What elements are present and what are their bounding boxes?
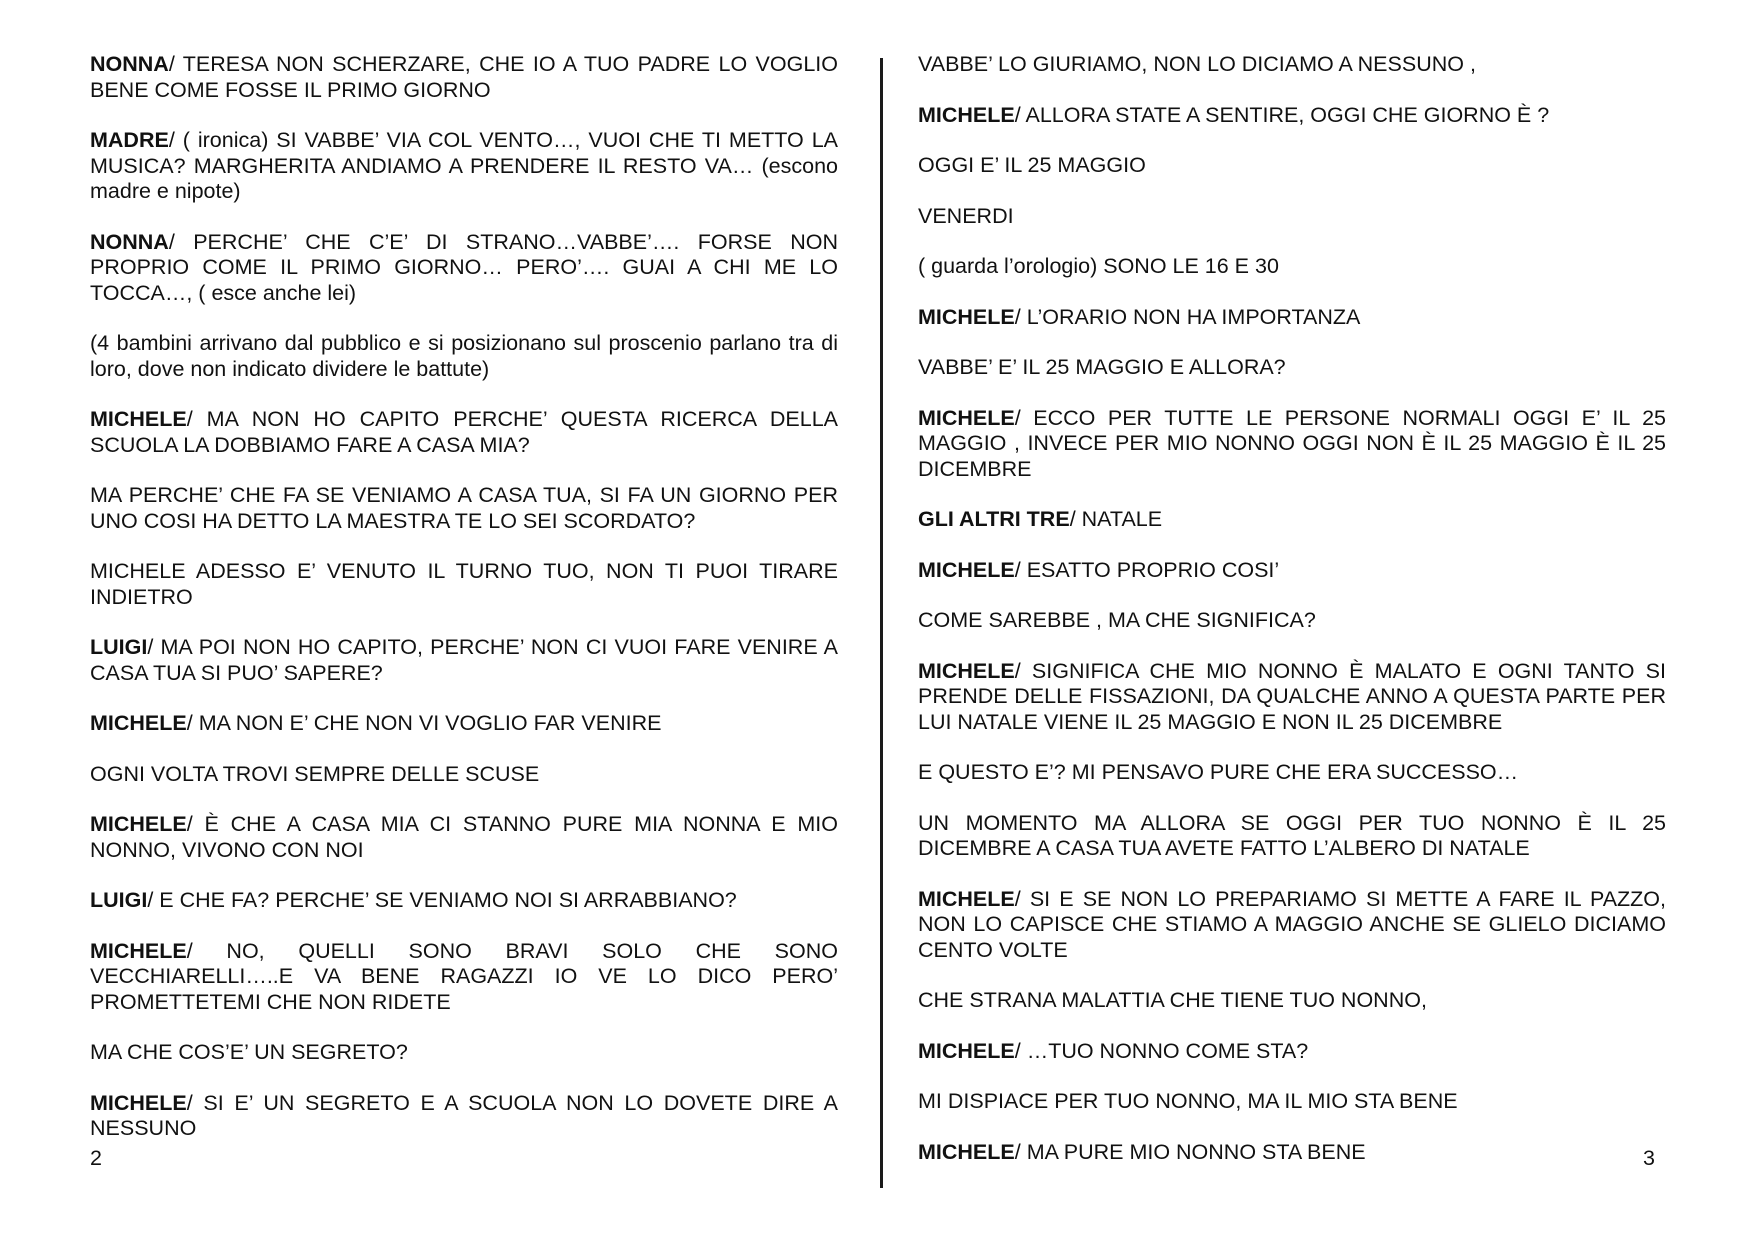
script-paragraph — [90, 1040, 838, 1066]
dialogue-text: (4 bambini arrivano dal pubblico e si posizionano sul proscenio parlano tra di loro, dove non indicato dividere le battute) — [90, 331, 838, 381]
script-paragraph — [90, 331, 838, 382]
speaker-name: MADRE — [90, 128, 169, 152]
speaker-name: MICHELE — [90, 812, 187, 836]
dialogue-text: COME SAREBBE , MA CHE SIGNIFICA? — [918, 608, 1316, 632]
dialogue-text: / PERCHE’ CHE C’E’ DI STRANO…VABBE’…. FORSE NON PROPRIO COME IL PRIMO GIORNO… PERO’…. GUAI A CHI ME LO TOCCA…, ( esce anche lei) — [90, 229, 838, 305]
speaker-name: NONNA — [90, 52, 169, 76]
script-paragraph — [90, 635, 838, 686]
dialogue-text: OGNI VOLTA TROVI SEMPRE DELLE SCUSE — [90, 761, 540, 786]
speaker-name: LUIGI — [90, 888, 148, 912]
script-paragraph — [918, 608, 1666, 634]
script-paragraph — [90, 812, 838, 863]
script-paragraph — [90, 711, 838, 737]
speaker-name: MICHELE — [918, 557, 1015, 582]
speaker-name: MICHELE — [90, 1090, 187, 1115]
script-paragraph — [90, 128, 838, 205]
speaker-name: MICHELE — [90, 711, 187, 735]
script-paragraph — [918, 254, 1666, 280]
dialogue-text: / NATALE — [1069, 507, 1163, 531]
speaker-name: MICHELE — [918, 1139, 1015, 1164]
script-paragraph — [918, 204, 1666, 230]
script-paragraph — [90, 483, 838, 534]
script-paragraph — [918, 406, 1666, 483]
dialogue-text: / È CHE A CASA MIA CI STANNO PURE MIA NONNA E MIO NONNO, VIVONO CON NOI — [90, 812, 838, 862]
script-paragraph — [918, 1140, 1666, 1166]
script-paragraph — [918, 988, 1666, 1014]
script-paragraph — [90, 939, 838, 1016]
speaker-name: MICHELE — [90, 938, 187, 963]
script-paragraph — [90, 762, 838, 788]
page-number-right: 3 — [1643, 1146, 1655, 1170]
page-divider — [880, 58, 883, 1188]
dialogue-text: / MA NON HO CAPITO PERCHE’ QUESTA RICERCA DELLA SCUOLA LA DOBBIAMO FARE A CASA MIA? — [90, 407, 838, 457]
script-paragraph — [90, 52, 838, 103]
dialogue-text: / SI E SE NON LO PREPARIAMO SI METTE A FARE IL PAZZO, NON LO CAPISCE CHE STIAMO A MAGGIO ANCHE SE GLIELO DICIAMO CENTO VOLTE — [918, 886, 1666, 962]
speaker-name: LUIGI — [90, 635, 148, 659]
dialogue-text: ( guarda l’orologio) SONO LE 16 E 30 — [918, 254, 1279, 278]
dialogue-text: / ECCO PER TUTTE LE PERSONE NORMALI OGGI E’ IL 25 MAGGIO , INVECE PER MIO NONNO OGGI NON È IL 25 MAGGIO È IL 25 DICEMBRE — [918, 405, 1666, 481]
script-paragraph — [918, 760, 1666, 786]
dialogue-text: / MA NON E’ CHE NON VI VOGLIO FAR VENIRE — [186, 711, 662, 735]
dialogue-text: / MA POI NON HO CAPITO, PERCHE’ NON CI VUOI FARE VENIRE A CASA TUA SI PUO’ SAPERE? — [90, 635, 838, 685]
dialogue-text: UN MOMENTO MA ALLORA SE OGGI PER TUO NONNO È IL 25 DICEMBRE A CASA TUA AVETE FATTO L’ALBERO DI NATALE — [918, 810, 1666, 860]
script-paragraph — [918, 103, 1666, 129]
script-paragraph — [918, 558, 1666, 584]
dialogue-text: MA CHE COS’E’ UN SEGRETO? — [90, 1040, 408, 1064]
dialogue-text: / ESATTO PROPRIO COSI’ — [1014, 557, 1280, 582]
dialogue-text: / SIGNIFICA CHE MIO NONNO È MALATO E OGNI TANTO SI PRENDE DELLE FISSAZIONI, DA QUALCHE ANNO A QUESTA PARTE PER LUI NATALE VIENE IL 25 MAGGIO E NON IL 25 DICEMBRE — [918, 658, 1666, 734]
speaker-name: MICHELE — [918, 102, 1015, 127]
script-paragraph — [918, 1039, 1666, 1065]
dialogue-text: MI DISPIACE PER TUO NONNO, MA IL MIO STA BENE — [918, 1089, 1458, 1113]
script-paragraph — [918, 153, 1666, 179]
script-paragraph — [90, 888, 838, 914]
script-paragraph — [918, 811, 1666, 862]
speaker-name: MICHELE — [918, 304, 1015, 329]
dialogue-text: / ALLORA STATE A SENTIRE, OGGI CHE GIORNO È ? — [1014, 102, 1550, 127]
script-paragraph — [918, 52, 1666, 78]
dialogue-text: / E CHE FA? PERCHE’ SE VENIAMO NOI SI ARRABBIANO? — [147, 888, 737, 912]
page-number-left: 2 — [90, 1146, 102, 1170]
left-page — [90, 52, 838, 1167]
speaker-name: GLI ALTRI TRE — [918, 507, 1070, 531]
dialogue-text: / TERESA NON SCHERZARE, CHE IO A TUO PADRE LO VOGLIO BENE COME FOSSE IL PRIMO GIORNO — [90, 52, 838, 102]
dialogue-text: CHE STRANA MALATTIA CHE TIENE TUO NONNO, — [918, 988, 1427, 1012]
script-paragraph — [90, 230, 838, 307]
dialogue-text: / SI E’ UN SEGRETO E A SCUOLA NON LO DOVETE DIRE A NESSUNO — [90, 1090, 838, 1140]
right-page — [918, 52, 1666, 1190]
script-paragraph — [918, 507, 1666, 533]
script-paragraph — [918, 887, 1666, 964]
speaker-name: MICHELE — [918, 658, 1015, 683]
dialogue-text: VABBE’ E’ IL 25 MAGGIO E ALLORA? — [918, 355, 1286, 379]
dialogue-text: E QUESTO E’? MI PENSAVO PURE CHE ERA SUCCESSO… — [918, 760, 1519, 784]
dialogue-text: OGGI E’ IL 25 MAGGIO — [918, 153, 1146, 177]
speaker-name: MICHELE — [90, 407, 187, 431]
dialogue-text: VABBE’ LO GIURIAMO, NON LO DICIAMO A NESSUNO , — [918, 52, 1476, 76]
script-paragraph — [918, 659, 1666, 736]
dialogue-text: / …TUO NONNO COME STA? — [1014, 1038, 1309, 1063]
dialogue-text: / ( ironica) SI VABBE’ VIA COL VENTO…, VUOI CHE TI METTO LA MUSICA? MARGHERITA ANDIAMO A PRENDERE IL RESTO VA… (escono madre e nipote) — [90, 128, 838, 203]
script-paragraph — [918, 355, 1666, 381]
script-paragraph — [90, 407, 838, 458]
speaker-name: MICHELE — [918, 1038, 1015, 1063]
speaker-name: MICHELE — [918, 886, 1015, 911]
dialogue-text: MICHELE ADESSO E’ VENUTO IL TURNO TUO, NON TI PUOI TIRARE INDIETRO — [90, 559, 838, 609]
dialogue-text: MA PERCHE’ CHE FA SE VENIAMO A CASA TUA, SI FA UN GIORNO PER UNO COSI HA DETTO LA MAESTRA TE LO SEI SCORDATO? — [90, 483, 838, 533]
dialogue-text: / NO, QUELLI SONO BRAVI SOLO CHE SONO VECCHIARELLI…..E VA BENE RAGAZZI IO VE LO DICO PERO’ PROMETTETEMI CHE NON RIDETE — [90, 938, 838, 1014]
script-paragraph — [90, 1091, 838, 1142]
script-paragraph — [918, 305, 1666, 331]
dialogue-text: / MA PURE MIO NONNO STA BENE — [1014, 1139, 1366, 1164]
dialogue-text: VENERDI — [918, 203, 1014, 228]
script-paragraph — [918, 1089, 1666, 1115]
speaker-name: MICHELE — [918, 405, 1015, 430]
script-paragraph — [90, 559, 838, 610]
dialogue-text: / L’ORARIO NON HA IMPORTANZA — [1014, 304, 1361, 329]
speaker-name: NONNA — [90, 229, 169, 254]
